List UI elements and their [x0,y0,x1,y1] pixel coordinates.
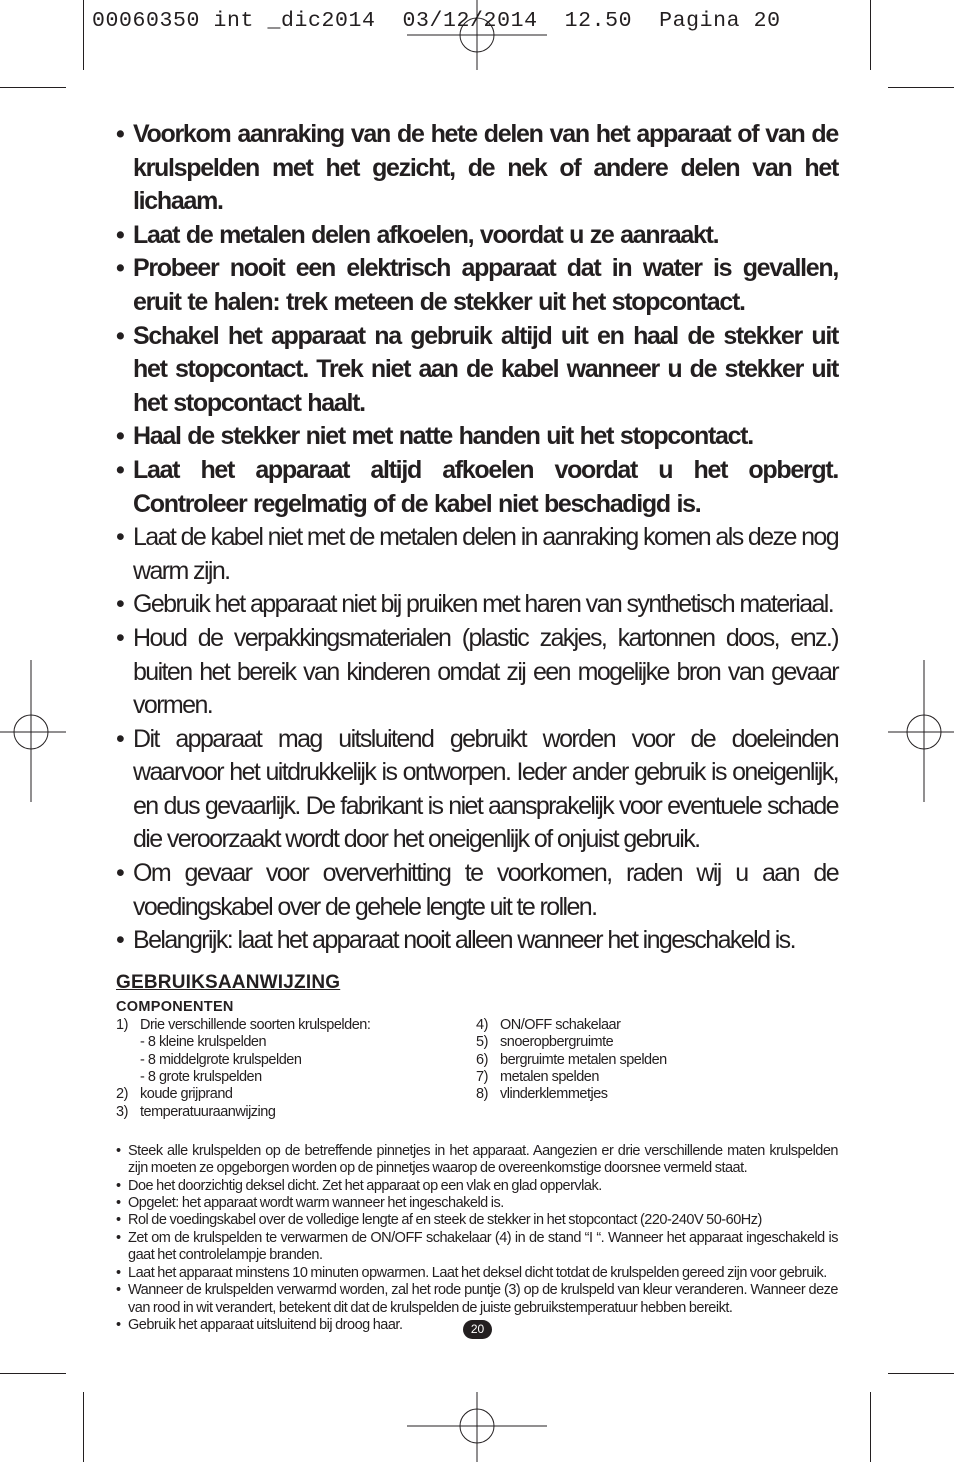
bullet: • [116,523,124,552]
instruction-text: Gebruik het apparaat uitsluitend bij droog haar. [128,1316,403,1333]
bullet: • [116,455,124,484]
page-content [116,118,838,1334]
component-text: metalen spelden [500,1069,599,1086]
component-text: koude grijprand [140,1086,233,1103]
component-number: 3) [116,1103,128,1120]
warning-text: Laat de metalen delen afkoelen, voordat u ze aanraakt. [133,220,719,249]
crop-mark-icon [0,87,66,88]
instruction-text: Wanneer de krulspelden verwarmd worden, zal het rode puntje (3) op de krulspeld van kleur veranderen. Wanneer deze van rood in wit verandert, betekent dit dat de krulspelden de juiste gebruikstemperatuur hebben bereikt. [128,1282,838,1316]
component-item [116,1017,466,1034]
warning-text: Houd de verpakkingsmaterialen (plastic zakjes, kartonnen doos, enz.) buiten het bereik van kinderen omdat zij een mogelijke bron van gevaar vormen. [133,623,838,720]
bullet: • [116,220,124,249]
component-text: snoeropbergruimte [500,1034,614,1051]
instruction-text: Laat het apparaat minstens 10 minuten opwarmen. Laat het deksel dicht totdat de krulspelden gereed zijn voor gebruik. [128,1264,827,1281]
registration-mark-icon [407,0,547,70]
component-subitem [116,1052,466,1069]
registration-mark-icon [407,1392,547,1462]
warning-item [116,118,838,219]
component-item [476,1069,836,1086]
instruction-text: Zet om de krulspelden te verwarmen de ON/OFF schakelaar (4) in de stand “I “. Wanneer het apparaat ingeschakeld is gaat het controlelampje branden. [128,1229,838,1264]
warning-text: Haal de stekker niet met natte handen uit het stopcontact. [133,422,753,451]
instruction-text: Opgelet: het apparaat wordt warm wanneer het ingeschakeld is. [128,1195,504,1212]
crop-mark-icon [83,1392,84,1462]
bullet: • [116,1229,121,1246]
instruction-item [116,1212,838,1229]
warning-item [116,924,838,958]
warning-item [116,219,838,253]
component-text: temperatuuraanwijzing [140,1103,276,1120]
bullet: • [116,623,124,652]
component-text: Drie verschillende soorten krulspelden: [140,1016,371,1033]
warning-item [116,723,838,857]
component-number: 7) [476,1069,488,1086]
warning-text: Belangrijk: laat het apparaat nooit alleen wanneer het ingeschakeld is. [133,926,795,955]
instruction-item [116,1265,838,1282]
section-title: GEBRUIKSAANWIJZING [116,971,341,993]
warning-text: Om gevaar voor oververhitting te voorkomen, raden wij u aan de voedingskabel over de gehele lengte uit te rollen. [133,859,838,921]
component-subitem [116,1069,466,1086]
component-text: vlinderklemmetjes [500,1086,608,1103]
component-text: bergruimte metalen spelden [500,1051,667,1068]
component-text: - 8 kleine krulspelden [140,1034,267,1051]
component-text: - 8 grote krulspelden [140,1069,262,1086]
warning-text: Gebruik het apparaat niet bij pruiken met haren van synthetisch materiaal. [133,590,834,619]
component-item [476,1086,836,1103]
bullet: • [116,321,124,350]
bullet: • [116,1264,121,1281]
component-number: 5) [476,1034,488,1051]
instruction-text: Rol de voedingskabel over de volledige lengte af en steek de stekker in het stopcontact (220-240V 50-60Hz) [128,1212,762,1229]
components-list [116,1017,838,1119]
component-item [476,1017,836,1034]
instructions-list [116,1143,838,1334]
warning-item [116,622,838,723]
warning-item [116,521,838,588]
warning-text: Dit apparaat mag uitsluitend gebruikt worden voor de doeleinden waarvoor het uitdrukkelijk is ontworpen. Ieder ander gebruik is oneigenlijk, en dus gevaarlijk. De fabrikant is niet aansprakelijk voor eventuele schade die veroorzaakt wordt door het oneigenlijk of onjuist gebruik. [133,724,838,854]
bullet: • [116,1282,121,1299]
crop-mark-icon [888,1373,954,1374]
instruction-text: Doe het doorzichtig deksel dicht. Zet het apparaat op een vlak en glad oppervlak. [128,1177,602,1194]
component-number: 8) [476,1086,488,1103]
warning-text: Laat de kabel niet met de metalen delen in aanraking komen als deze nog warm zijn. [133,523,839,585]
registration-mark-icon [0,660,66,802]
bullet: • [116,926,124,955]
component-item [476,1034,836,1051]
page-number-badge: 20 [463,1320,492,1339]
warning-item [116,252,838,319]
component-number: 4) [476,1016,488,1033]
bullet: • [116,254,124,283]
warning-text: Voorkom aanraking van de hete delen van het apparaat of van de krulspelden met het gezicht, de nek of andere delen van het lichaam. [133,120,838,216]
component-subitem [116,1034,466,1051]
bullet: • [116,590,124,619]
instruction-item [116,1195,838,1212]
bullet: • [116,724,124,753]
component-number: 6) [476,1051,488,1068]
bullet: • [116,1177,121,1194]
bullet: • [116,859,124,888]
bullet: • [116,1212,121,1229]
warning-item [116,454,838,521]
subsection-title: COMPONENTEN [116,998,234,1015]
crop-mark-icon [870,0,871,70]
bullet: • [116,1316,121,1333]
warning-item [116,320,838,421]
crop-mark-icon [83,0,84,70]
warning-item [116,420,838,454]
warning-text: Probeer nooit een elektrisch apparaat dat in water is gevallen, eruit te halen: trek meteen de stekker uit het stopcontact. [133,254,838,316]
warning-item [116,588,838,622]
component-number: 2) [116,1086,128,1103]
bullet: • [116,1195,121,1212]
component-text: - 8 middelgrote krulspelden [140,1051,302,1068]
safety-warnings-list [116,118,838,958]
instruction-text: Steek alle krulspelden op de betreffende pinnetjes in het apparaat. Aangezien er drie verschillende maten krulspelden zijn moeten ze opgeborgen worden op de pinnetjes waarop de overeenkomstige doorsnee vermeld staat. [128,1142,838,1177]
instruction-item [116,1143,838,1178]
instruction-item [116,1178,838,1195]
registration-mark-icon [888,660,954,802]
crop-mark-icon [870,1392,871,1462]
crop-mark-icon [0,1373,66,1374]
bullet: • [116,422,124,451]
warning-text: Laat het apparaat altijd afkoelen voordat u het opbergt. Controleer regelmatig of de kabel niet beschadigd is. [133,455,838,518]
warning-item [116,857,838,924]
component-item [476,1052,836,1069]
instruction-item [116,1230,838,1265]
components-column-left [116,1017,466,1121]
component-item [116,1104,466,1121]
print-slug: 00060350 int _dic2014 03/12/2014 12.50 Pagina 20 [92,9,781,33]
warning-text: Schakel het apparaat na gebruik altijd uit en haal de stekker uit het stopcontact. Trek niet aan de kabel wanneer u de stekker uit het stopcontact haalt. [133,321,838,417]
bullet: • [116,120,124,148]
bullet: • [116,1142,121,1159]
component-item [116,1086,466,1103]
component-number: 1) [116,1016,128,1033]
component-text: ON/OFF schakelaar [500,1016,621,1033]
components-column-right [476,1017,836,1104]
instruction-item [116,1282,838,1317]
crop-mark-icon [888,87,954,88]
